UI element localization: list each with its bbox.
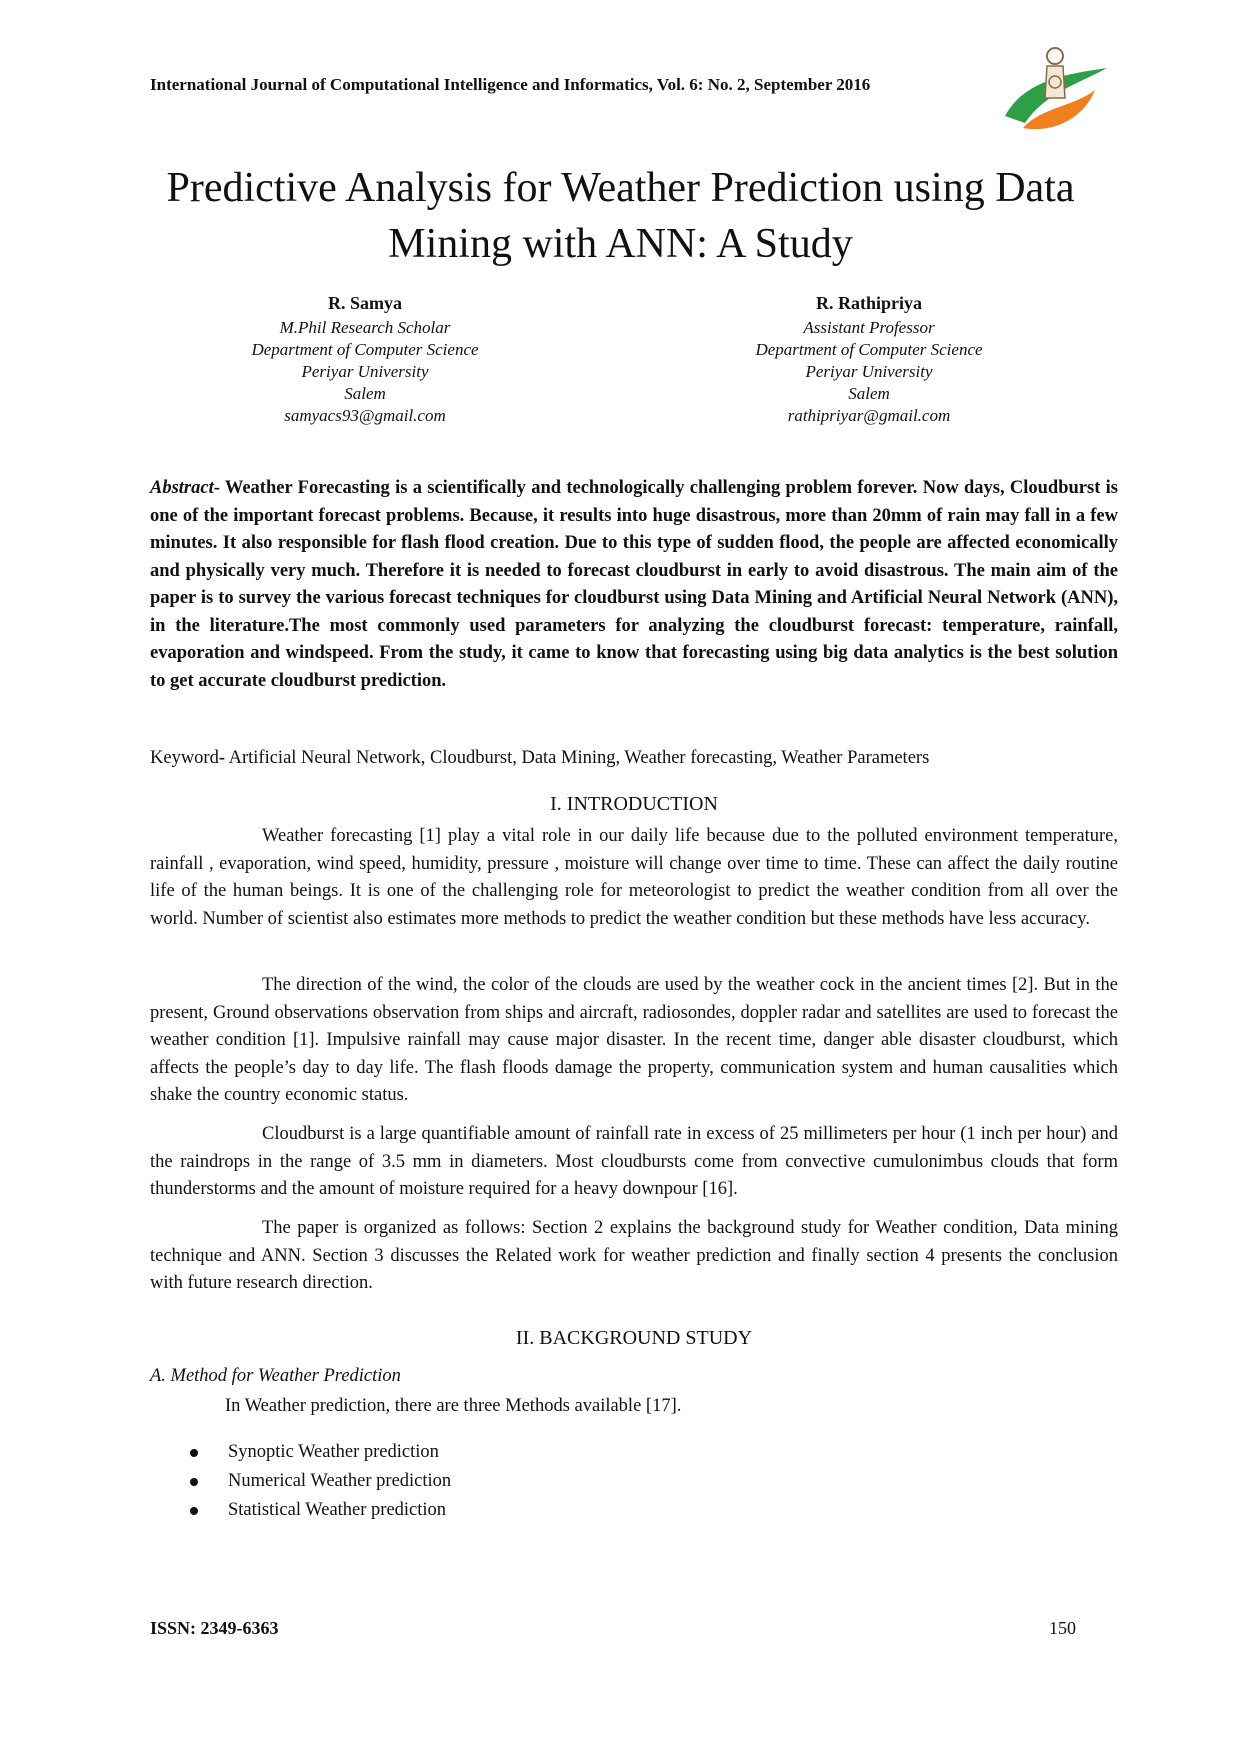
keywords — [150, 745, 1118, 771]
author-name: R. Rathipriya — [815, 293, 922, 313]
keywords-dash: - — [218, 748, 226, 768]
author-block-1 — [165, 292, 565, 427]
author-name: R. Samya — [327, 293, 402, 313]
author-block-2 — [669, 292, 1069, 427]
subsection-intro: In Weather prediction, there are three Methods available [17]. — [225, 1396, 682, 1416]
bullet-icon — [190, 1478, 198, 1486]
abstract-text: Weather Forecasting is a scientifically and technologically challenging problem forever. Now days, Cloudburst is one of the important forecast problems. Because, it results into huge disastrous, more than 20mm of rain may fall in a few minutes. It also responsible for flash flood creation. Due to this type of sudden flood, the people are affected economically and physically very much. Therefore it is needed to forecast cloudburst in early to avoid disastrous. The main aim of the paper is to survey the various forecast techniques for cloudburst using Data Mining and Artificial Neural Network (ANN), in the literature.The most commonly used parameters for analyzing the cloudburst forecast: temperature, rainfall, evaporation and windspeed. From the study, it came to know that forecasting using big data analytics is the best solution to get accurate cloudburst prediction. — [150, 478, 1118, 691]
section-heading-introduction: I. INTRODUCTION — [550, 793, 718, 815]
bullet-icon — [190, 1449, 198, 1457]
author-university: Periyar University — [301, 362, 429, 381]
author-email[interactable]: rathipriyar@gmail.com — [787, 406, 951, 425]
intro-paragraph-2: The direction of the wind, the color of the clouds are used by the weather cock in the ancient times [2]. But in the present, Ground observations observation from ships and aircraft, radiosondes, doppler radar and satellites are used to forecast the weather condition [1]. Impulsive rainfall may cause major disaster. In the recent time, danger able disaster cloudburst, which affects the people’s day to day life. The flash floods damage the property, communication system and human causalities which shake the country economic status. — [150, 975, 1118, 1105]
subsection-heading: A. Method for Weather Prediction — [150, 1366, 401, 1386]
author-city: Salem — [344, 384, 386, 403]
intro-paragraph-4: The paper is organized as follows: Section 2 explains the background study for Weather condition, Data mining technique and ANN. Section 3 discusses the Related work for weather prediction and finally section 4 presents the conclusion with future research direction. — [150, 1218, 1118, 1293]
method-list — [180, 1438, 451, 1525]
author-university: Periyar University — [805, 362, 933, 381]
list-item: Numerical Weather prediction — [180, 1467, 451, 1496]
journal-logo-icon — [995, 38, 1115, 138]
intro-paragraph-1: Weather forecasting [1] play a vital role in our daily life because due to the polluted environment temperature, rainfall , evaporation, wind speed, humidity, pressure , moisture will change over time to time. These can affect the daily routine life of the human beings. It is one of the challenging role for meteorologist to predict the weather condition from all over the world. Number of scientist also estimates more methods to predict the weather condition but these methods have less accuracy. — [150, 826, 1118, 929]
keywords-label: Keyword — [150, 748, 219, 768]
keywords-text: Artificial Neural Network, Cloudburst, Data Mining, Weather forecasting, Weather Parameters — [225, 748, 930, 768]
running-header: International Journal of Computational Intelligence and Informatics, Vol. 6: No. 2, September 2016 — [150, 75, 871, 94]
author-email[interactable]: samyacs93@gmail.com — [284, 406, 446, 425]
intro-paragraph-3: Cloudburst is a large quantifiable amount of rainfall rate in excess of 25 millimeters per hour (1 inch per hour) and the raindrops in the range of 3.5 mm in diameters. Most cloudbursts come from convective cumulonimbus clouds that form thunderstorms and the amount of moisture required for a heavy downpour [16]. — [150, 1124, 1118, 1199]
list-item: Statistical Weather prediction — [180, 1496, 451, 1525]
list-item: Synoptic Weather prediction — [180, 1438, 451, 1467]
author-department: Department of Computer Science — [755, 340, 983, 359]
footer-issn: ISSN: 2349-6363 — [150, 1618, 279, 1638]
abstract — [150, 475, 1118, 695]
author-role: Assistant Professor — [803, 318, 935, 337]
author-department: Department of Computer Science — [251, 340, 479, 359]
page-number: 150 — [1049, 1618, 1076, 1638]
paper-title: Predictive Analysis for Weather Prediction using Data Mining with ANN: A Study — [166, 165, 1075, 267]
author-city: Salem — [848, 384, 890, 403]
bullet-icon — [190, 1507, 198, 1515]
abstract-label: Abstract — [150, 478, 214, 498]
abstract-dash: - — [213, 478, 220, 498]
section-heading-background: II. BACKGROUND STUDY — [515, 1327, 753, 1349]
author-role: M.Phil Research Scholar — [279, 318, 451, 337]
